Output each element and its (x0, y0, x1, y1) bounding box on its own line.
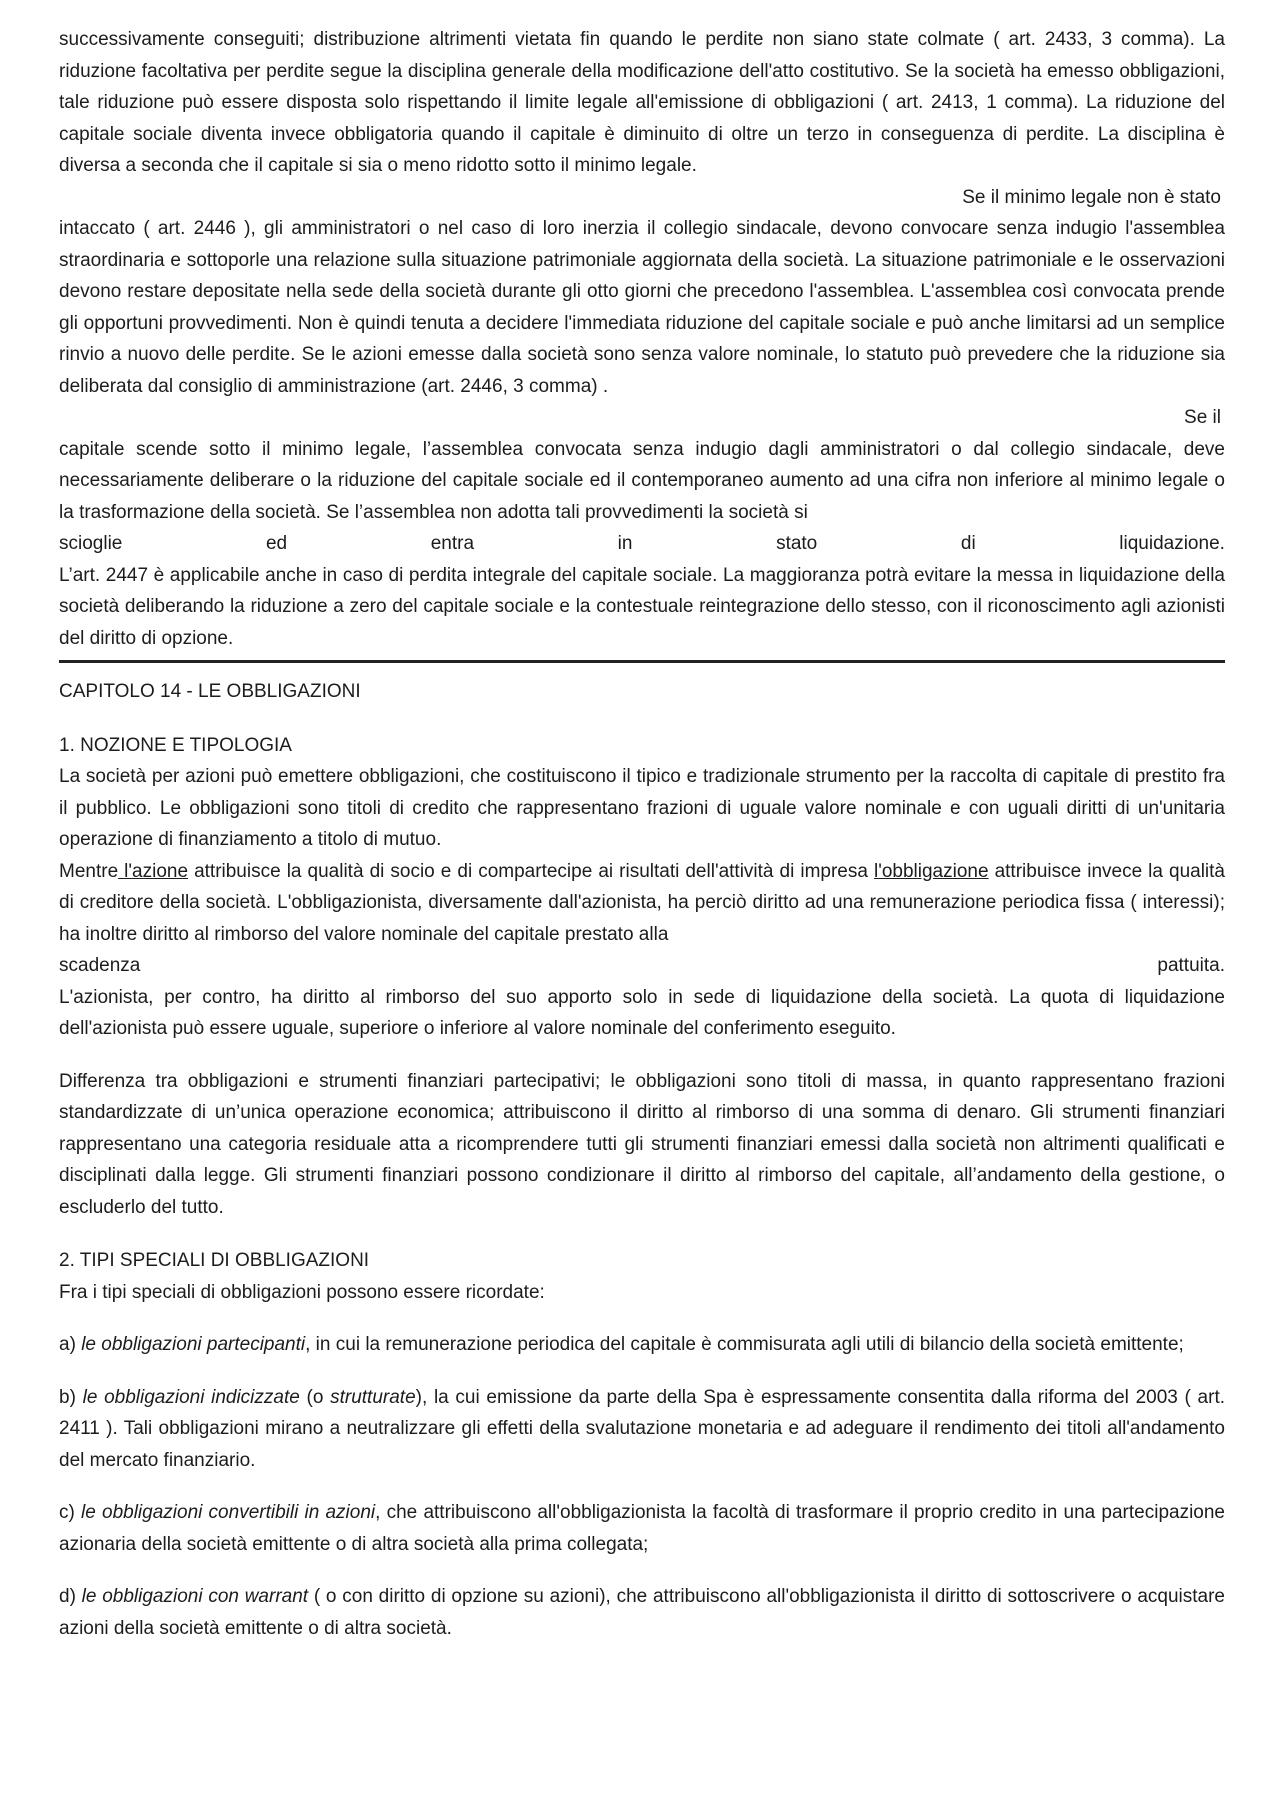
paragraph-capital-reduction (59, 24, 1225, 654)
section-intro: Fra i tipi speciali di obbligazioni possono essere ricordate: (59, 1281, 545, 1303)
text-run: L’art. 2447 è applicabile anche in caso di perdita integrale del capitale sociale. La maggioranza potrà evitare la messa in liquidazione della società deliberando la riduzione a zero del capitale sociale e la contestuale reintegrazione dello stesso, con il riconoscimento agli azionisti del diritto di opzione. (59, 564, 1225, 649)
text-run-right: Se il (1184, 407, 1221, 428)
spread-line (59, 528, 1225, 560)
text-run-right: Se il minimo legale non è stato (962, 186, 1221, 208)
underlined-term: l'obbligazione (873, 860, 989, 882)
word: scioglie (59, 533, 123, 554)
text-run: Mentre l'azione attribuisce la qualità di socio e di compartecipe ai risultati dell'attività di impresa l'obbligazione attribuisce invece la qualità di creditore della società. L'obbligazionista, diversamente dall'azionista, ha perciò diritto ad una remunerazione periodica fissa ( interessi); ha inoltre diritto al rimborso del valore nominale del capitale prestato alla (59, 860, 1226, 945)
text-run: intaccato ( art. 2446 ), gli amministratori o nel caso di loro inerzia il collegio sindacale, devono convocare senza indugio l'assemblea straordinaria e sottoporle una relazione sulla situazione patrimoniale aggiornata della società. La situazione patrimoniale e le osservazioni devono restare depositate nella sede della società durante gli otto giorni che precedono l'assemblea. L'assemblea così convocata prende gli opportuni provvedimenti. Non è quindi tenuta a decidere l'immediata riduzione del capitale sociale e può anche limitarsi ad un semplice rinvio a nuovo delle perdite. Se le azioni emesse dalla società sono senza valore nominale, lo statuto può prevedere che la riduzione sia deliberata dal consiglio di amministrazione (art. 2446, 3 comma) . (59, 218, 1225, 397)
word: liquidazione. (1119, 533, 1225, 554)
word: scadenza (59, 955, 141, 976)
spread-line (59, 950, 1225, 982)
list-item-a: a) le obbligazioni partecipanti, in cui la remunerazione periodica del capitale è commisurata agli utili di bilancio della società emittente; (59, 1334, 1184, 1355)
section-title-2: 2. TIPI SPECIALI DI OBBLIGAZIONI (59, 1250, 370, 1271)
paragraph-notion (59, 761, 1225, 1045)
italic-term: le obbligazioni indicizzate (82, 1386, 300, 1408)
list-item-b: b) le obbligazioni indicizzate (o strutturate), la cui emissione da parte della Spa è espressamente consentita dalla riforma del 2003 ( art. 2411 ). Tali obbligazioni mirano a neutralizzare gli effetti della svalutazione monetaria e ad adeguare il rendimento dei titoli all'andamento del mercato finanziario. (59, 1386, 1226, 1471)
text-run: L'azionista, per contro, ha diritto al rimborso del suo apporto solo in sede di liquidazione della società. La quota di liquidazione dell'azionista può essere uguale, superiore o inferiore al valore nominale del conferimento eseguito. (59, 986, 1225, 1039)
document-page (59, 24, 1225, 1644)
word: pattuita. (1157, 955, 1225, 976)
text-run: successivamente conseguiti; distribuzione altrimenti vietata fin quando le perdite non siano state colmate ( art. 2433, 3 comma). La riduzione facoltativa per perdite segue la disciplina generale della modificazione dell'atto costitutivo. Se la società ha emesso obbligazioni, tale riduzione può essere disposta solo rispettando il limite legale all'emissione di obbligazioni ( art. 2413, 1 comma). La riduzione del capitale sociale diventa invece obbligatoria quando il capitale è diminuito di oltre un terzo in conseguenza di perdite. La disciplina è diversa a seconda che il capitale si sia o meno ridotto sotto il minimo legale. (59, 29, 1225, 176)
word: stato (776, 533, 818, 554)
italic-term: le obbligazioni con warrant (81, 1586, 309, 1607)
paragraph-difference: Differenza tra obbligazioni e strumenti finanziari partecipativi; le obbligazioni sono titoli di massa, in quanto rappresentano frazioni standardizzate di un’unica operazione economica; attribuiscono il diritto al rimborso di una somma di denaro. Gli strumenti finanziari rappresentano una categoria residuale atta a ricomprendere tutti gli strumenti finanziari emessi dalla società non altrimenti qualificati e disciplinati dalla legge. Gli strumenti finanziari possono condizionare il diritto al rimborso del capitale, all’andamento della gestione, o escluderlo del tutto. (59, 1070, 1225, 1218)
word: ed (265, 533, 288, 554)
section-title-1: 1. NOZIONE E TIPOLOGIA (59, 734, 292, 756)
italic-term: le obbligazioni partecipanti (81, 1334, 306, 1355)
word: di (960, 533, 976, 554)
chapter-title: CAPITOLO 14 - LE OBBLIGAZIONI (59, 681, 361, 702)
list-item-c: c) le obbligazioni convertibili in azioni, che attribuiscono all'obbligazionista la facoltà di trasformare il proprio credito in una partecipazione azionaria della società emittente o di altra società alla prima collegata; (59, 1502, 1225, 1555)
underlined-term: l'azione (118, 860, 189, 882)
italic-term: strutturate (330, 1386, 416, 1408)
italic-term: le obbligazioni convertibili in azioni (81, 1502, 376, 1523)
text-run: La società per azioni può emettere obbligazioni, che costituiscono il tipico e tradizionale strumento per la raccolta di capitale di prestito fra il pubblico. Le obbligazioni sono titoli di credito che rappresentano frazioni di uguale valore nominale e con uguali diritti di un'unitaria operazione di finanziamento a titolo di mutuo. (59, 766, 1225, 850)
word: in (617, 533, 633, 554)
section-divider (59, 660, 1225, 663)
text-run: capitale scende sotto il minimo legale, l’assemblea convocata senza indugio dagli amministratori o dal collegio sindacale, deve necessariamente deliberare o la riduzione del capitale sociale ed il contemporaneo aumento ad una cifra non inferiore al minimo legale o la trasformazione della società. Se l’assemblea non adotta tali provvedimenti la società si (59, 438, 1225, 523)
list-item-d: d) le obbligazioni con warrant ( o con diritto di opzione su azioni), che attribuiscono all'obbligazionista il diritto di sottoscrivere o acquistare azioni della società emittente o di altra società. (59, 1586, 1225, 1639)
word: entra (430, 533, 475, 554)
